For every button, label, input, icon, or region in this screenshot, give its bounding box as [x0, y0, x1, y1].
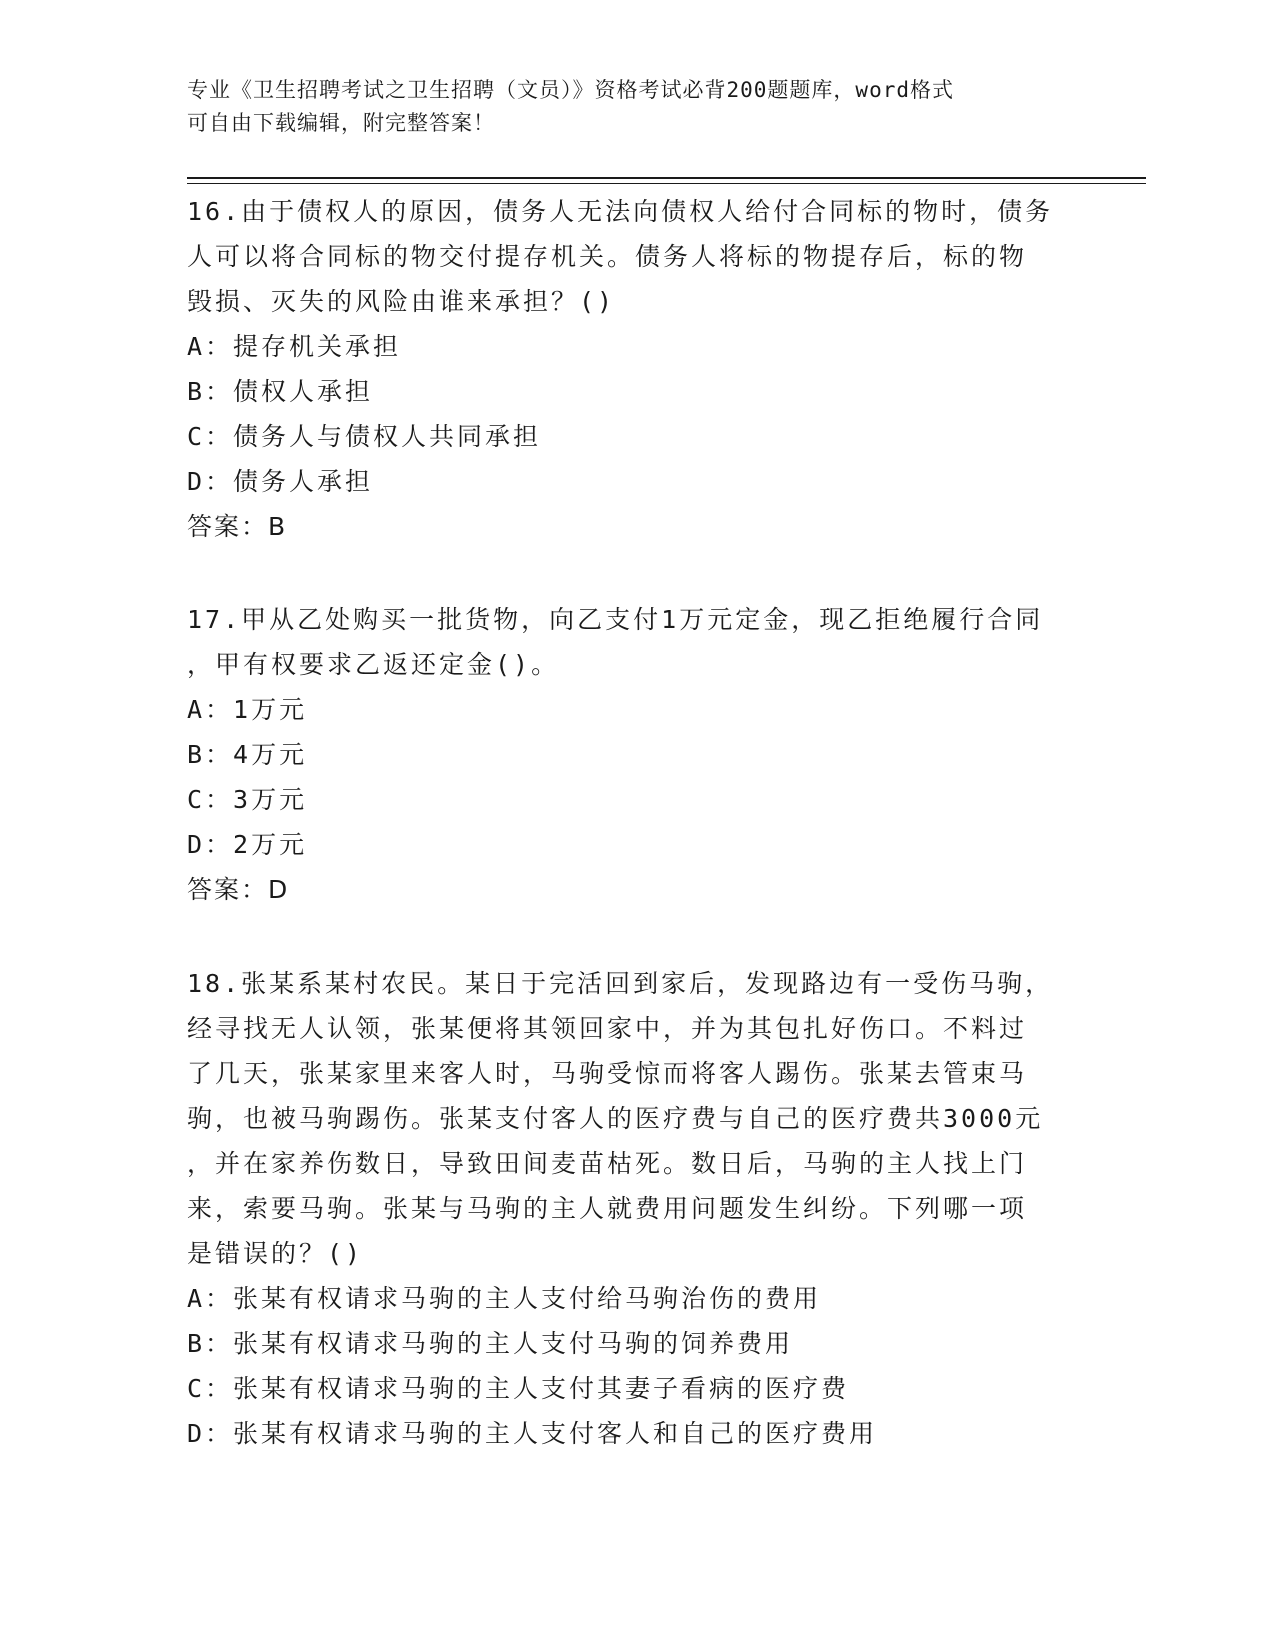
option-c: C：债务人与债权人共同承担 [187, 422, 542, 451]
option-a: A：张某有权请求马驹的主人支付给马驹治伤的费用 [187, 1284, 822, 1313]
question-text-line: 16.由于债权人的原因，债务人无法向债权人给付合同标的物时，债务 [187, 197, 1054, 226]
option-d: D：债务人承担 [187, 467, 374, 496]
question-text-line: ，甲有权要求乙返还定金()。 [187, 650, 560, 679]
option-b: B：4万元 [187, 740, 308, 769]
option-b: B：债权人承担 [187, 377, 374, 406]
question-text-line: 18.张某系某村农民。某日于完活回到家后，发现路边有一受伤马驹， [187, 969, 1054, 998]
option-c: C：3万元 [187, 785, 308, 814]
question-text-line: 是错误的？() [187, 1239, 364, 1268]
header-line-1: 专业《卫生招聘考试之卫生招聘（文员）》资格考试必背200题题库，word格式 [187, 78, 954, 102]
question-18 [187, 961, 1087, 1456]
answer-line: 答案：D [187, 875, 290, 904]
question-17 [187, 597, 1087, 912]
option-a: A：提存机关承担 [187, 332, 402, 361]
question-text-line: ，并在家养伤数日，导致田间麦苗枯死。数日后，马驹的主人找上门 [187, 1149, 1028, 1178]
question-text-line: 经寻找无人认领，张某便将其领回家中，并为其包扎好伤口。不料过 [187, 1014, 1028, 1043]
document-header [187, 74, 1067, 140]
option-c: C：张某有权请求马驹的主人支付其妻子看病的医疗费 [187, 1374, 850, 1403]
question-text-line: 了几天，张某家里来客人时，马驹受惊而将客人踢伤。张某去管束马 [187, 1059, 1028, 1088]
header-line-2: 可自由下载编辑，附完整答案！ [187, 111, 495, 135]
question-text-line: 人可以将合同标的物交付提存机关。债务人将标的物提存后，标的物 [187, 242, 1028, 271]
question-text-line: 来，索要马驹。张某与马驹的主人就费用问题发生纠纷。下列哪一项 [187, 1194, 1028, 1223]
question-text-line: 驹，也被马驹踢伤。张某支付客人的医疗费与自己的医疗费共3000元 [187, 1104, 1044, 1133]
option-a: A：1万元 [187, 695, 308, 724]
question-text-line: 毁损、灭失的风险由谁来承担？() [187, 287, 616, 316]
header-divider-thick [187, 177, 1146, 179]
header-divider-thin [187, 183, 1146, 184]
answer-line: 答案：B [187, 512, 288, 541]
option-d: D：张某有权请求马驹的主人支付客人和自己的医疗费用 [187, 1419, 878, 1448]
question-16 [187, 189, 1087, 549]
question-text-line: 17.甲从乙处购买一批货物，向乙支付1万元定金，现乙拒绝履行合同 [187, 605, 1044, 634]
option-d: D：2万元 [187, 830, 308, 859]
option-b: B：张某有权请求马驹的主人支付马驹的饲养费用 [187, 1329, 794, 1358]
